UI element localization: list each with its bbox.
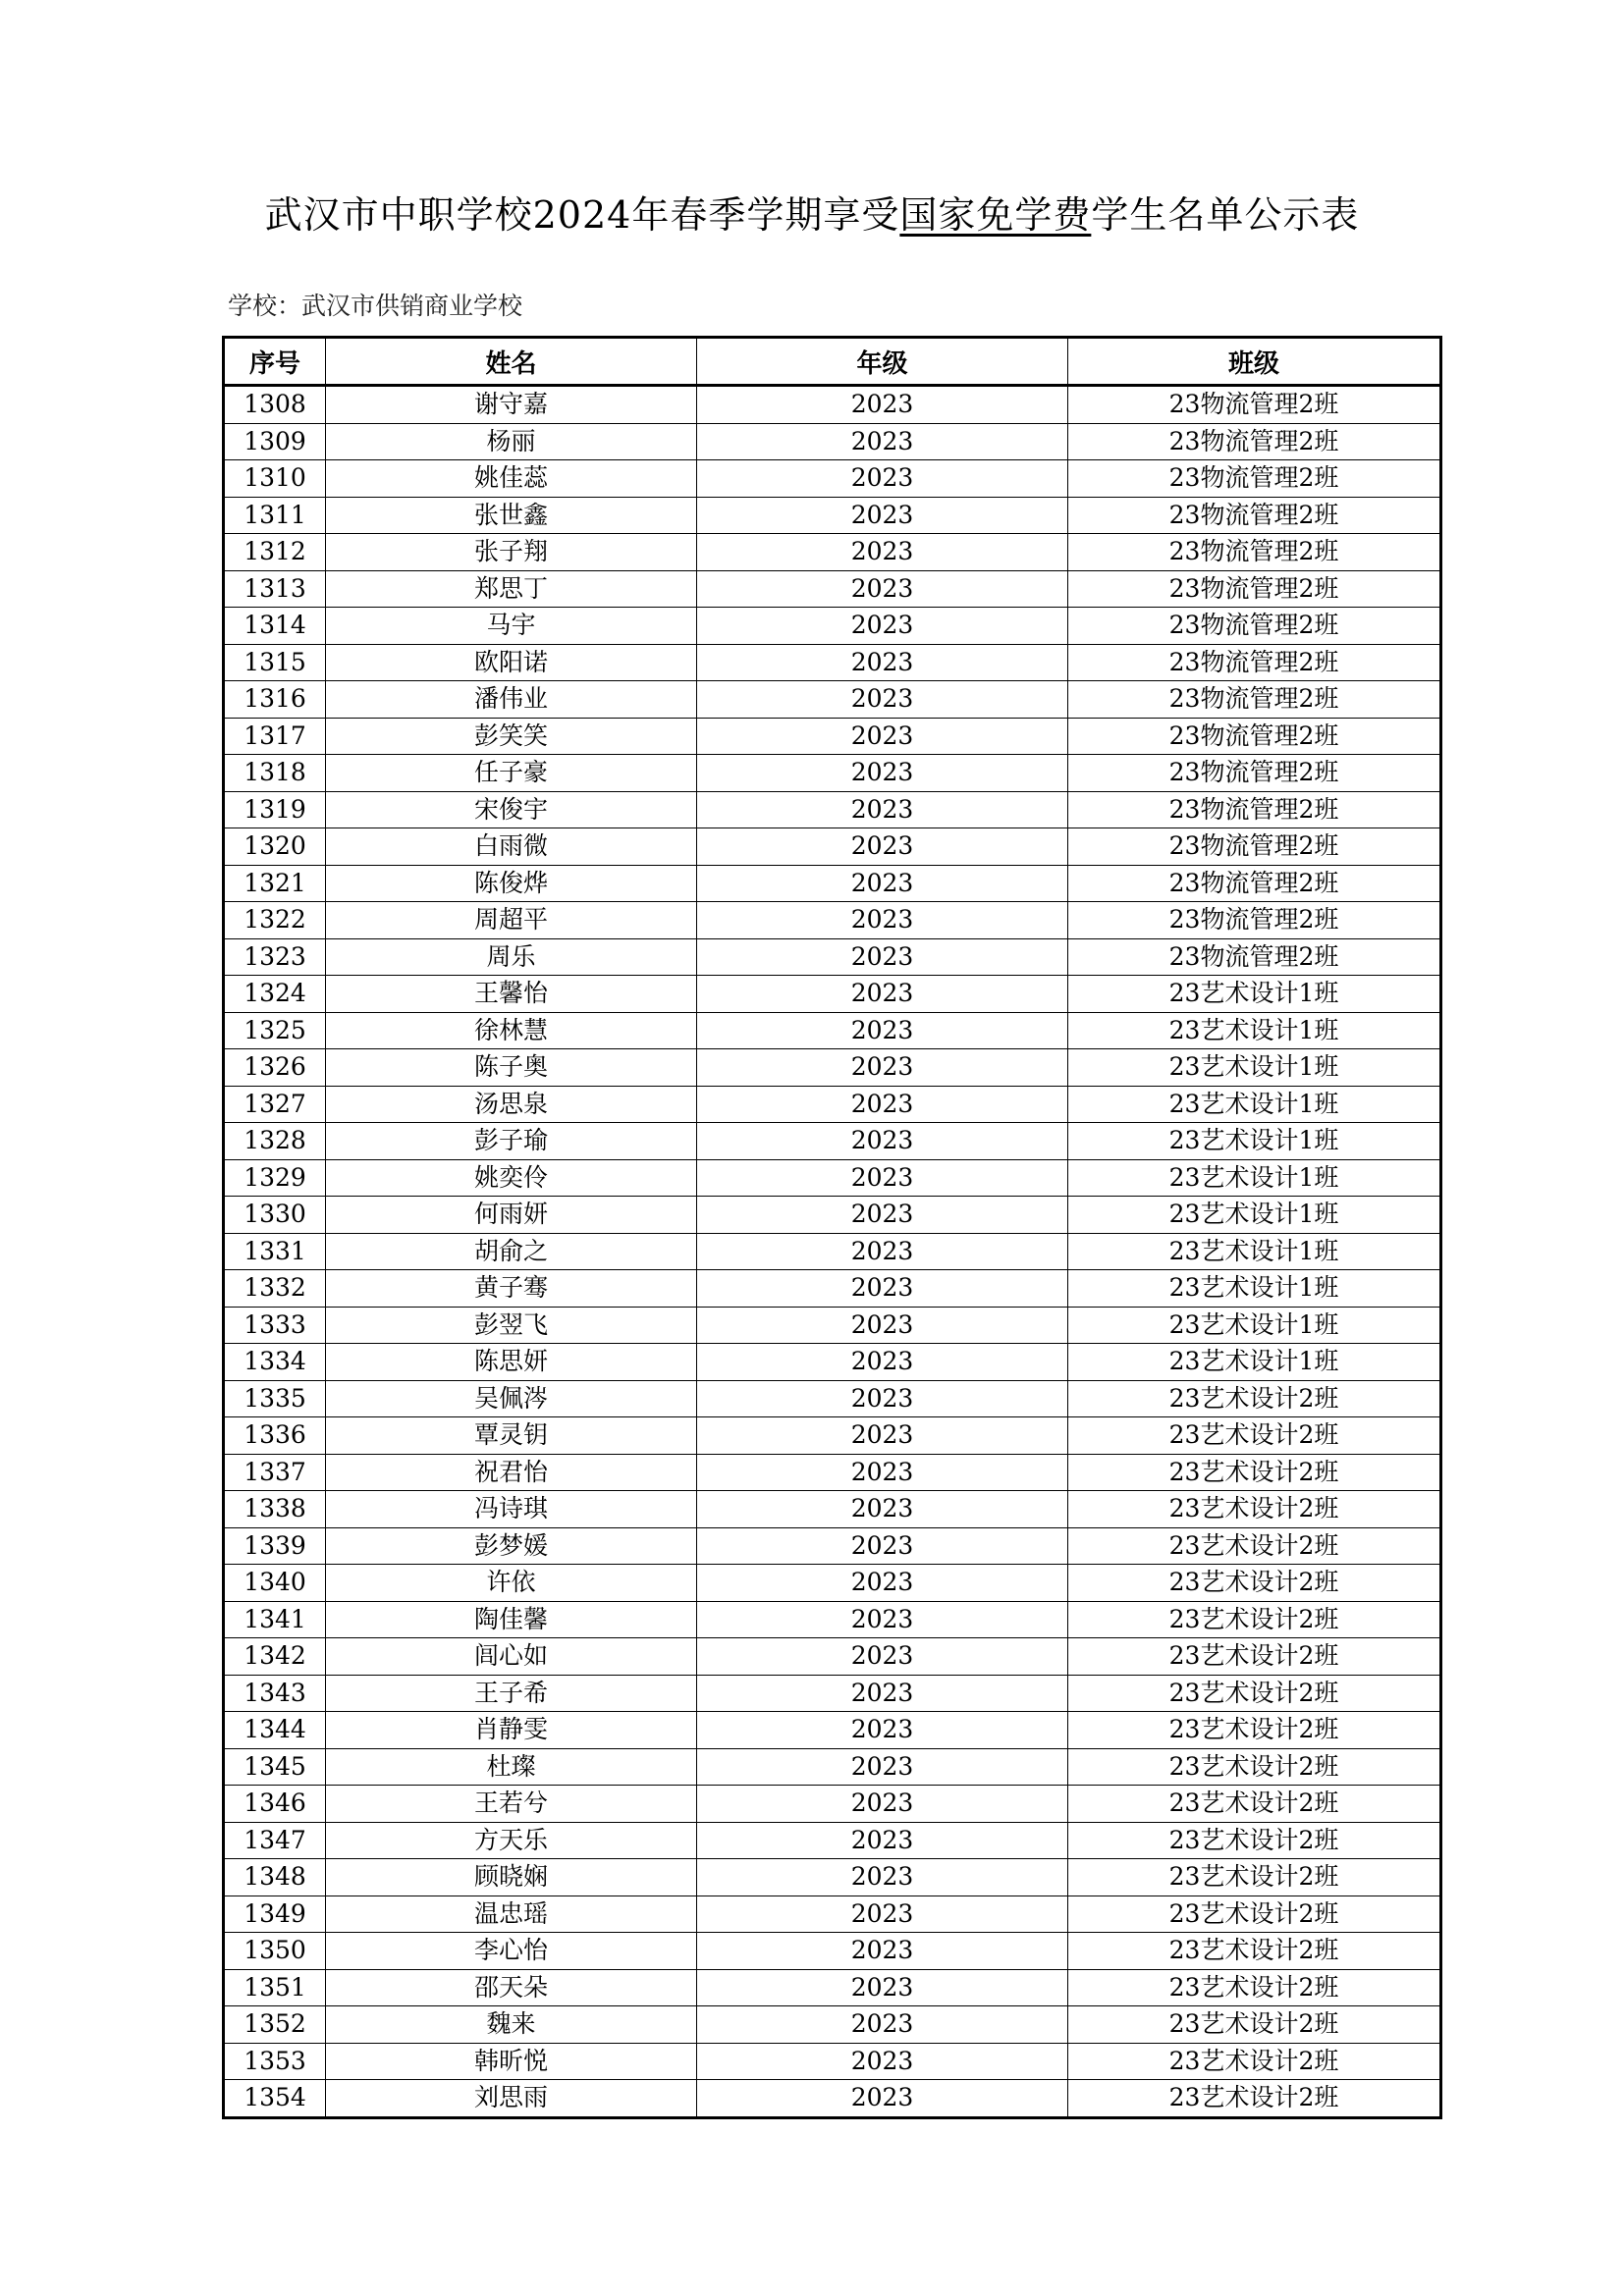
cell-name: 张世鑫	[326, 497, 697, 534]
cell-class: 23物流管理2班	[1068, 497, 1441, 534]
cell-index: 1345	[224, 1748, 326, 1786]
table-row	[224, 1417, 1441, 1455]
cell-class: 23物流管理2班	[1068, 755, 1441, 792]
cell-index: 1338	[224, 1491, 326, 1528]
cell-index: 1329	[224, 1159, 326, 1197]
cell-class: 23艺术设计1班	[1068, 1233, 1441, 1270]
cell-index: 1326	[224, 1049, 326, 1087]
cell-index: 1339	[224, 1527, 326, 1565]
cell-name: 陈俊烨	[326, 865, 697, 902]
cell-grade: 2023	[697, 1012, 1068, 1049]
cell-name: 祝君怡	[326, 1454, 697, 1491]
cell-class: 23艺术设计1班	[1068, 1307, 1441, 1344]
cell-name: 覃灵钥	[326, 1417, 697, 1455]
cell-grade: 2023	[697, 1786, 1068, 1823]
cell-class: 23物流管理2班	[1068, 718, 1441, 755]
cell-grade: 2023	[697, 1969, 1068, 2006]
cell-class: 23物流管理2班	[1068, 386, 1441, 424]
cell-class: 23物流管理2班	[1068, 423, 1441, 460]
table-row	[224, 608, 1441, 645]
cell-class: 23物流管理2班	[1068, 865, 1441, 902]
cell-index: 1324	[224, 976, 326, 1013]
cell-grade: 2023	[697, 2006, 1068, 2044]
cell-name: 谢守嘉	[326, 386, 697, 424]
cell-index: 1343	[224, 1675, 326, 1712]
table-row	[224, 1859, 1441, 1896]
table-row	[224, 386, 1441, 424]
table-row	[224, 2080, 1441, 2118]
cell-grade: 2023	[697, 681, 1068, 719]
cell-index: 1321	[224, 865, 326, 902]
table-row	[224, 828, 1441, 866]
cell-grade: 2023	[697, 423, 1068, 460]
table-row	[224, 1270, 1441, 1308]
cell-name: 李心怡	[326, 1933, 697, 1970]
cell-class: 23物流管理2班	[1068, 570, 1441, 608]
cell-class: 23艺术设计1班	[1068, 1270, 1441, 1308]
cell-class: 23艺术设计2班	[1068, 2006, 1441, 2044]
cell-name: 黄子骞	[326, 1270, 697, 1308]
cell-class: 23艺术设计2班	[1068, 1380, 1441, 1417]
cell-class: 23艺术设计2班	[1068, 1896, 1441, 1933]
table-row	[224, 460, 1441, 498]
cell-name: 陶佳馨	[326, 1601, 697, 1638]
cell-grade: 2023	[697, 386, 1068, 424]
cell-index: 1348	[224, 1859, 326, 1896]
cell-name: 王馨怡	[326, 976, 697, 1013]
cell-name: 胡俞之	[326, 1233, 697, 1270]
cell-index: 1330	[224, 1197, 326, 1234]
cell-grade: 2023	[697, 2080, 1068, 2118]
cell-name: 何雨妍	[326, 1197, 697, 1234]
title-suffix: 学生名单公示表	[1091, 193, 1360, 237]
cell-index: 1311	[224, 497, 326, 534]
table-row	[224, 1933, 1441, 1970]
cell-index: 1320	[224, 828, 326, 866]
cell-name: 彭笑笑	[326, 718, 697, 755]
cell-name: 杨丽	[326, 423, 697, 460]
cell-class: 23物流管理2班	[1068, 608, 1441, 645]
cell-class: 23物流管理2班	[1068, 534, 1441, 571]
cell-name: 周超平	[326, 902, 697, 939]
cell-index: 1315	[224, 644, 326, 681]
cell-grade: 2023	[697, 791, 1068, 828]
header-index: 序号	[224, 338, 326, 386]
table-row	[224, 1197, 1441, 1234]
cell-class: 23艺术设计2班	[1068, 1454, 1441, 1491]
table-row	[224, 1159, 1441, 1197]
cell-class: 23物流管理2班	[1068, 460, 1441, 498]
cell-grade: 2023	[697, 1675, 1068, 1712]
cell-index: 1335	[224, 1380, 326, 1417]
cell-name: 汤思泉	[326, 1086, 697, 1123]
cell-class: 23艺术设计2班	[1068, 2080, 1441, 2118]
cell-index: 1347	[224, 1822, 326, 1859]
table-row	[224, 976, 1441, 1013]
cell-class: 23艺术设计2班	[1068, 1675, 1441, 1712]
table-row	[224, 1233, 1441, 1270]
table-row	[224, 1712, 1441, 1749]
cell-class: 23艺术设计1班	[1068, 1012, 1441, 1049]
cell-grade: 2023	[697, 828, 1068, 866]
table-row	[224, 644, 1441, 681]
cell-name: 王子希	[326, 1675, 697, 1712]
cell-grade: 2023	[697, 1123, 1068, 1160]
cell-grade: 2023	[697, 1344, 1068, 1381]
cell-name: 吴佩涔	[326, 1380, 697, 1417]
cell-index: 1310	[224, 460, 326, 498]
cell-grade: 2023	[697, 865, 1068, 902]
cell-index: 1334	[224, 1344, 326, 1381]
cell-grade: 2023	[697, 1896, 1068, 1933]
cell-class: 23艺术设计2班	[1068, 1969, 1441, 2006]
cell-class: 23艺术设计1班	[1068, 1197, 1441, 1234]
cell-name: 白雨微	[326, 828, 697, 866]
cell-class: 23艺术设计2班	[1068, 1933, 1441, 1970]
cell-index: 1344	[224, 1712, 326, 1749]
table-row	[224, 570, 1441, 608]
cell-index: 1327	[224, 1086, 326, 1123]
cell-class: 23艺术设计1班	[1068, 1123, 1441, 1160]
header-class: 班级	[1068, 338, 1441, 386]
table-row	[224, 423, 1441, 460]
cell-name: 陈思妍	[326, 1344, 697, 1381]
table-row	[224, 1565, 1441, 1602]
cell-grade: 2023	[697, 1307, 1068, 1344]
cell-class: 23艺术设计2班	[1068, 1527, 1441, 1565]
cell-name: 彭子瑜	[326, 1123, 697, 1160]
cell-index: 1316	[224, 681, 326, 719]
table-row	[224, 1969, 1441, 2006]
cell-class: 23艺术设计2班	[1068, 2043, 1441, 2080]
table-row	[224, 865, 1441, 902]
cell-index: 1336	[224, 1417, 326, 1455]
cell-grade: 2023	[697, 534, 1068, 571]
table-row	[224, 1380, 1441, 1417]
cell-name: 周乐	[326, 938, 697, 976]
student-table	[222, 336, 1442, 2119]
table-row	[224, 497, 1441, 534]
table-row	[224, 1012, 1441, 1049]
cell-class: 23艺术设计2班	[1068, 1417, 1441, 1455]
cell-name: 顾晓娴	[326, 1859, 697, 1896]
cell-index: 1349	[224, 1896, 326, 1933]
cell-class: 23艺术设计2班	[1068, 1786, 1441, 1823]
table-row	[224, 1049, 1441, 1087]
table-row	[224, 1786, 1441, 1823]
cell-grade: 2023	[697, 1638, 1068, 1676]
cell-name: 许依	[326, 1565, 697, 1602]
cell-index: 1333	[224, 1307, 326, 1344]
cell-index: 1346	[224, 1786, 326, 1823]
cell-grade: 2023	[697, 497, 1068, 534]
cell-index: 1322	[224, 902, 326, 939]
cell-class: 23物流管理2班	[1068, 791, 1441, 828]
school-line: 学校：武汉市供销商业学校	[228, 292, 523, 320]
cell-name: 郑思丁	[326, 570, 697, 608]
cell-grade: 2023	[697, 1417, 1068, 1455]
cell-class: 23物流管理2班	[1068, 681, 1441, 719]
cell-class: 23物流管理2班	[1068, 828, 1441, 866]
cell-index: 1313	[224, 570, 326, 608]
cell-grade: 2023	[697, 1233, 1068, 1270]
cell-class: 23艺术设计1班	[1068, 976, 1441, 1013]
cell-grade: 2023	[697, 1159, 1068, 1197]
cell-index: 1352	[224, 2006, 326, 2044]
cell-index: 1351	[224, 1969, 326, 2006]
cell-grade: 2023	[697, 570, 1068, 608]
table-row	[224, 718, 1441, 755]
cell-name: 姚佳蕊	[326, 460, 697, 498]
cell-class: 23艺术设计2班	[1068, 1565, 1441, 1602]
cell-index: 1337	[224, 1454, 326, 1491]
cell-class: 23物流管理2班	[1068, 938, 1441, 976]
cell-index: 1350	[224, 1933, 326, 1970]
table-row	[224, 755, 1441, 792]
cell-index: 1341	[224, 1601, 326, 1638]
cell-grade: 2023	[697, 718, 1068, 755]
cell-name: 姚奕伶	[326, 1159, 697, 1197]
cell-grade: 2023	[697, 1049, 1068, 1087]
table-row	[224, 2043, 1441, 2080]
cell-index: 1332	[224, 1270, 326, 1308]
cell-grade: 2023	[697, 976, 1068, 1013]
cell-grade: 2023	[697, 2043, 1068, 2080]
cell-grade: 2023	[697, 1601, 1068, 1638]
cell-name: 任子豪	[326, 755, 697, 792]
cell-name: 温忠瑶	[326, 1896, 697, 1933]
table-header-row	[224, 338, 1441, 386]
cell-index: 1319	[224, 791, 326, 828]
cell-class: 23物流管理2班	[1068, 902, 1441, 939]
cell-name: 闾心如	[326, 1638, 697, 1676]
table-row	[224, 1307, 1441, 1344]
title-prefix: 武汉市中职学校2024年春季学期享受	[264, 193, 900, 237]
cell-name: 方天乐	[326, 1822, 697, 1859]
table-row	[224, 1822, 1441, 1859]
cell-index: 1308	[224, 386, 326, 424]
table-row	[224, 1675, 1441, 1712]
cell-name: 刘思雨	[326, 2080, 697, 2118]
table-row	[224, 681, 1441, 719]
table-row	[224, 2006, 1441, 2044]
cell-index: 1328	[224, 1123, 326, 1160]
table-row	[224, 1123, 1441, 1160]
cell-class: 23艺术设计2班	[1068, 1712, 1441, 1749]
cell-grade: 2023	[697, 1270, 1068, 1308]
table-row	[224, 938, 1441, 976]
cell-class: 23艺术设计2班	[1068, 1601, 1441, 1638]
title-underlined: 国家免学费	[899, 193, 1092, 237]
cell-name: 潘伟业	[326, 681, 697, 719]
cell-class: 23艺术设计2班	[1068, 1822, 1441, 1859]
table-row	[224, 1086, 1441, 1123]
cell-class: 23艺术设计1班	[1068, 1049, 1441, 1087]
cell-grade: 2023	[697, 938, 1068, 976]
cell-class: 23物流管理2班	[1068, 644, 1441, 681]
table-row	[224, 1491, 1441, 1528]
cell-name: 杜璨	[326, 1748, 697, 1786]
cell-name: 张子翔	[326, 534, 697, 571]
cell-index: 1317	[224, 718, 326, 755]
cell-grade: 2023	[697, 1491, 1068, 1528]
cell-name: 彭梦媛	[326, 1527, 697, 1565]
cell-grade: 2023	[697, 1454, 1068, 1491]
cell-grade: 2023	[697, 1822, 1068, 1859]
cell-grade: 2023	[697, 460, 1068, 498]
cell-class: 23艺术设计2班	[1068, 1748, 1441, 1786]
cell-name: 欧阳诺	[326, 644, 697, 681]
table-row	[224, 1896, 1441, 1933]
cell-grade: 2023	[697, 902, 1068, 939]
cell-name: 肖静雯	[326, 1712, 697, 1749]
table-row	[224, 1601, 1441, 1638]
cell-index: 1318	[224, 755, 326, 792]
cell-index: 1309	[224, 423, 326, 460]
cell-name: 陈子奥	[326, 1049, 697, 1087]
table-row	[224, 1527, 1441, 1565]
cell-grade: 2023	[697, 1527, 1068, 1565]
cell-class: 23艺术设计2班	[1068, 1491, 1441, 1528]
cell-class: 23艺术设计1班	[1068, 1086, 1441, 1123]
page-title	[0, 185, 1624, 239]
cell-grade: 2023	[697, 1712, 1068, 1749]
cell-grade: 2023	[697, 608, 1068, 645]
table-row	[224, 902, 1441, 939]
cell-grade: 2023	[697, 755, 1068, 792]
cell-grade: 2023	[697, 1859, 1068, 1896]
cell-grade: 2023	[697, 644, 1068, 681]
cell-class: 23艺术设计1班	[1068, 1159, 1441, 1197]
table-row	[224, 534, 1441, 571]
cell-grade: 2023	[697, 1748, 1068, 1786]
table-row	[224, 1638, 1441, 1676]
cell-name: 邵天朵	[326, 1969, 697, 2006]
cell-index: 1314	[224, 608, 326, 645]
cell-name: 魏来	[326, 2006, 697, 2044]
cell-index: 1325	[224, 1012, 326, 1049]
table-row	[224, 1344, 1441, 1381]
cell-grade: 2023	[697, 1086, 1068, 1123]
cell-name: 宋俊宇	[326, 791, 697, 828]
table-row	[224, 791, 1441, 828]
header-name: 姓名	[326, 338, 697, 386]
cell-class: 23艺术设计2班	[1068, 1859, 1441, 1896]
cell-index: 1312	[224, 534, 326, 571]
cell-index: 1353	[224, 2043, 326, 2080]
cell-index: 1323	[224, 938, 326, 976]
cell-name: 徐林慧	[326, 1012, 697, 1049]
cell-grade: 2023	[697, 1933, 1068, 1970]
cell-index: 1342	[224, 1638, 326, 1676]
cell-class: 23艺术设计2班	[1068, 1638, 1441, 1676]
table-row	[224, 1454, 1441, 1491]
cell-name: 韩昕悦	[326, 2043, 697, 2080]
cell-name: 冯诗琪	[326, 1491, 697, 1528]
table-row	[224, 1748, 1441, 1786]
cell-class: 23艺术设计1班	[1068, 1344, 1441, 1381]
header-grade: 年级	[697, 338, 1068, 386]
cell-index: 1340	[224, 1565, 326, 1602]
cell-index: 1354	[224, 2080, 326, 2118]
cell-name: 彭翌飞	[326, 1307, 697, 1344]
cell-grade: 2023	[697, 1380, 1068, 1417]
cell-index: 1331	[224, 1233, 326, 1270]
cell-name: 王若兮	[326, 1786, 697, 1823]
cell-grade: 2023	[697, 1197, 1068, 1234]
cell-name: 马宇	[326, 608, 697, 645]
cell-grade: 2023	[697, 1565, 1068, 1602]
